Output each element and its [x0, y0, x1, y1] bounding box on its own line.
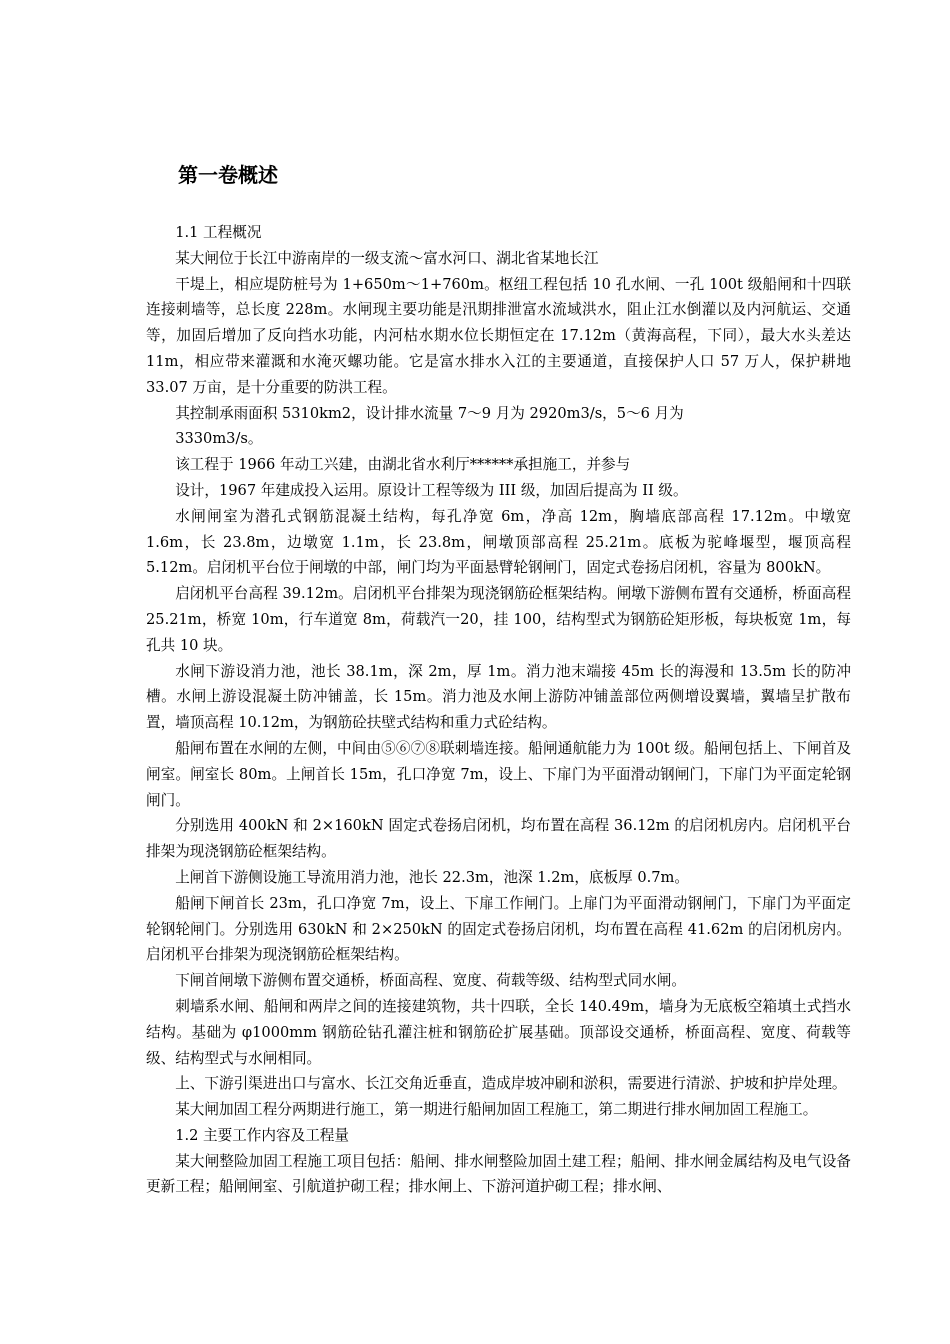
paragraph: 上、下游引渠进出口与富水、长江交角近垂直，造成岸坡冲刷和淤积，需要进行清淤、护坡和护岸处理。	[175, 1075, 847, 1093]
paragraph: 水闸闸室为潜孔式钢筋混凝土结构，每孔净宽 6m，净高 12m，胸墙底部高程 17.12m。中墩宽 1.6m，长 23.8m，边墩宽 1.1m，长 23.8m，闸墩顶部高程 25.21m。底板为驼峰堰型，堰顶高程 5.12m。启闭机平台位于闸墩的中部，闸门均为平面悬臂轮钢闸门，固定式卷扬启闭机，容量为 800kN。	[146, 507, 851, 577]
paragraph: 设计，1967 年建成投入运用。原设计工程等级为 III 级，加固后提高为 II 级。	[175, 481, 688, 499]
paragraph: 刺墙系水闸、船闸和两岸之间的连接建筑物，共十四联，全长 140.49m，墙身为无底板空箱填土式挡水结构。基础为 φ1000mm 钢筋砼钻孔灌注桩和钢筋砼扩展基础。顶部设交通桥，桥面高程、宽度、荷载等级、结构型式与水闸相同。	[146, 997, 851, 1067]
paragraph: 干堤上，相应堤防桩号为 1+650m～1+760m。枢纽工程包括 10 孔水闸、一孔 100t 级船闸和十四联连接刺墙等，总长度 228m。水闸现主要功能是汛期排泄富水流域洪水，阻止江水倒灌以及内河航运、交通等，加固后增加了反向挡水功能，内河枯水期水位长期恒定在 17.12m（黄海高程，下同），最大水头差达 11m，相应带来灌溉和水淹灭螺功能。它是富水排水入江的主要通道，直接保护人口 57 万人，保护耕地 33.07 万亩，是十分重要的防洪工程。	[146, 275, 851, 396]
paragraph: 某大闸整险加固工程施工项目包括：船闸、排水闸整险加固土建工程；船闸、排水闸金属结构及电气设备更新工程；船闸闸室、引航道护砌工程；排水闸上、下游河道护砌工程；排水闸、	[146, 1152, 851, 1196]
document-body	[146, 220, 851, 1200]
paragraph: 某大闸位于长江中游南岸的一级支流～富水河口、湖北省某地长江	[175, 249, 599, 267]
paragraph: 船闸布置在水闸的左侧，中间由⑤⑥⑦⑧联刺墙连接。船闸通航能力为 100t 级。船闸包括上、下闸首及闸室。闸室长 80m。上闸首长 15m，孔口净宽 7m，设上、下扉门为平面滑动钢闸门，下扉门为平面定轮钢闸门。	[146, 739, 851, 809]
paragraph: 船闸下闸首长 23m，孔口净宽 7m，设上、下扉工作闸门。上扉门为平面滑动钢闸门，下扉门为平面定轮钢轮闸门。分别选用 630kN 和 2×250kN 的固定式卷扬启闭机，均布置在高程 41.62m 的启闭机房内。启闭机平台排架为现浇钢筋砼框架结构。	[146, 894, 851, 964]
section-heading-1-2: 1.2 主要工作内容及工程量	[175, 1126, 349, 1144]
paragraph: 其控制承雨面积 5310km2，设计排水流量 7～9 月为 2920m3/s，5～6 月为	[175, 404, 684, 422]
paragraph: 该工程于 1966 年动工兴建，由湖北省水利厅******承担施工，并参与	[175, 456, 631, 474]
paragraph: 某大闸加固工程分两期进行施工，第一期进行船闸加固工程施工，第二期进行排水闸加固工程施工。	[175, 1101, 818, 1119]
paragraph: 启闭机平台高程 39.12m。启闭机平台排架为现浇钢筋砼框架结构。闸墩下游侧布置有交通桥，桥面高程 25.21m，桥宽 10m，行车道宽 8m，荷载汽一20，挂 100，结构型式为钢筋砼矩形板，每块板宽 1m，每孔共 10 块。	[146, 585, 851, 654]
document-title: 第一卷概述	[178, 163, 278, 187]
paragraph: 下闸首闸墩下游侧布置交通桥，桥面高程、宽度、荷载等级、结构型式同水闸。	[175, 972, 686, 990]
paragraph: 分别选用 400kN 和 2×160kN 固定式卷扬启闭机，均布置在高程 36.12m 的启闭机房内。启闭机平台排架为现浇钢筋砼框架结构。	[146, 817, 851, 861]
paragraph: 3330m3/s。	[175, 430, 263, 448]
paragraph: 水闸下游设消力池，池长 38.1m，深 2m，厚 1m。消力池末端接 45m 长的海漫和 13.5m 长的防冲槽。水闸上游设混凝土防冲铺盖，长 15m。消力池及水闸上游防冲铺盖部位两侧增设翼墙，翼墙呈扩散布置，墙顶高程 10.12m，为钢筋砼扶壁式结构和重力式砼结构。	[146, 662, 851, 732]
section-heading-1-1: 1.1 工程概况	[175, 224, 262, 241]
paragraph: 上闸首下游侧设施工导流用消力池，池长 22.3m，池深 1.2m，底板厚 0.7m。	[175, 868, 689, 886]
